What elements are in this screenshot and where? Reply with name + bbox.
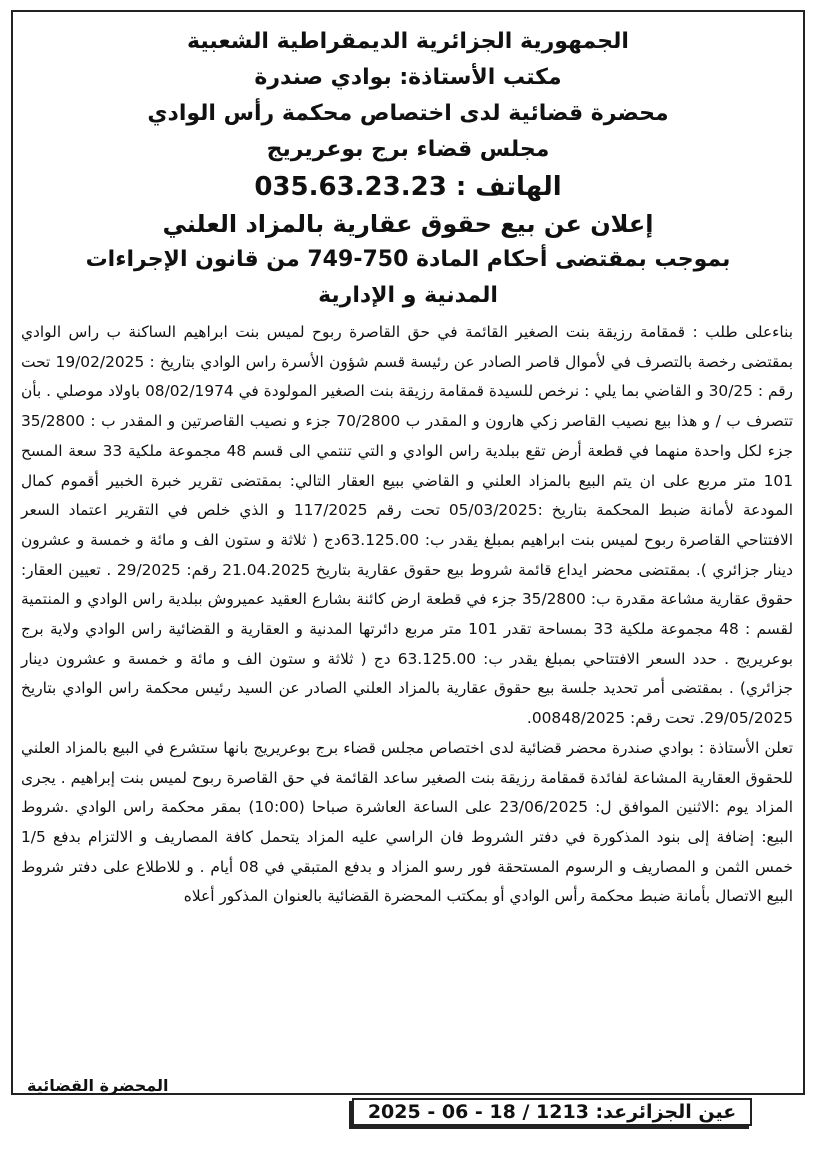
republic-title: الجمهورية الجزائرية الديمقراطية الشعبية	[187, 29, 629, 54]
announcement-title: إعلان عن بيع حقوق عقارية بالمزاد العلني	[162, 210, 654, 238]
body-paragraph-1: بناءعلى طلب : قمقامة رزيقة بنت الصغير القائمة في حق القاصرة ربوح لميس بنت ابراهيم الساكنة ب راس الوادي بمقتضى رخصة بالتصرف في لأموال قاصر الصادر عن رئيسة قسم شؤون الأسرة راس الوادي بتاريخ : 19/02/2025 تحت رقم : 30/25 و القاضي بما يلي : نرخص للسيدة قمقامة رزيقة بنت الصغير المولودة في 08/02/1974 باولاد موصلي . بأن تتصرف ب / و هذا بيع نصيب القاصر زكي هارون و المقدر ب 70/2800 جزء و نصيب القاصرتين و المقدر ب : 35/2800 جزء لكل واحدة منهما في قطعة أرض تقع ببلدية راس الوادي و التي تنتمي الى قسم 48 مجموعة ملكية 33 سعة المسح 101 متر مربع على ان يتم البيع بالمزاد العلني و القاضي ببيع العقار التالي: بمقتضى تقرير خبرة الخبير أقموم كمال المودعة لأمانة ضبط المحكمة بتاريخ :05/03/2025 تحت رقم 117/2025 و الذي خلص في التقرير اعتماد السعر الافتتاحي القاصرة ربوح لميس بنت ابراهيم بمبلغ يقدر ب: 63.125.00دج ( ثلاثة و ستون الف و مائة و خمسة و عشرون دينار جزائري ). بمقتضى محضر ايداع قائمة شروط بيع حقوق عقارية بتاريخ 21.04.2025 رقم: 29/2025 . تعيين العقار: حقوق عقارية مشاعة مقدرة ب: 35/2800 جزء في قطعة ارض كائنة بشارع العقيد عميروش ببلدية راس الوادي و المنتمية لقسم : 48 مجموعة ملكية 33 بمساحة تقدر 101 متر مربع دائرتها المدنية و العقارية و القضائية راس الوادي ولاية برج بوعريريج . حدد السعر الافتتاحي بمبلغ يقدر ب: 63.125.00 دج ( ثلاثة و ستون الف و مائة و خمسة و عشرون دينار جزائري) . بمقتضى أمر تحديد جلسة بيع حقوق عقارية بالمزاد العلني الصادر عن السيد رئيس محكمة راس الوادي بتاريخ 29/05/2025. تحت رقم: 00848/2025.	[21, 323, 794, 728]
phone-number: الهاتف : 035.63.23.23	[254, 172, 562, 202]
legal-basis-line-1: بموجب بمقتضى أحكام المادة 750-749 من قانون الإجراءات	[85, 247, 731, 272]
announcement-header	[13, 12, 803, 314]
office-name: مكتب الأستاذة: بوادي صندرة	[254, 65, 562, 90]
announcement-frame	[11, 10, 805, 1095]
legal-basis-line-2: المدنية و الإدارية	[318, 283, 498, 308]
body-paragraph-2: تعلن الأستاذة : بوادي صندرة محضر قضائية لدى اختصاص مجلس قضاء برج بوعريريج بانها ستشرع في البيع بالمزاد العلني للحقوق العقارية المشاعة لفائدة قمقامة رزيقة بنت الصغير ساعد القائمة في حق القاصرة ربوح لميس بنت إبراهيم . يجرى المزاد يوم :الاثنين الموافق ل: 23/06/2025 على الساعة العاشرة صباحا (10:00) بمقر محكمة راس الوادي .شروط البيع: إضافة إلى بنود المذكورة في دفتر الشروط فان الراسي عليه المزاد يتحمل كافة المصاريف و الالتزام بدفع 1/5 خمس الثمن و المصاريف و الرسوم المستحقة فور رسو المزاد و بدفع المتبقي في 08 أيام . و للاطلاع على دفتر شروط البيع الاتصال بأمانة ضبط محكمة رأس الوادي أو بمكتب المحضرة القضائية بالعنوان المذكور أعلاه	[21, 738, 794, 906]
council-name: مجلس قضاء برج بوعريريج	[266, 137, 550, 162]
publication-reference: عين الجزائرعد: 1213 / 18 - 06 - 2025	[352, 1098, 752, 1126]
announcement-body	[13, 318, 803, 912]
signature: المحضرة القضائية	[27, 1076, 169, 1095]
jurisdiction-line: محضرة قضائية لدى اختصاص محكمة رأس الوادي	[147, 101, 669, 126]
